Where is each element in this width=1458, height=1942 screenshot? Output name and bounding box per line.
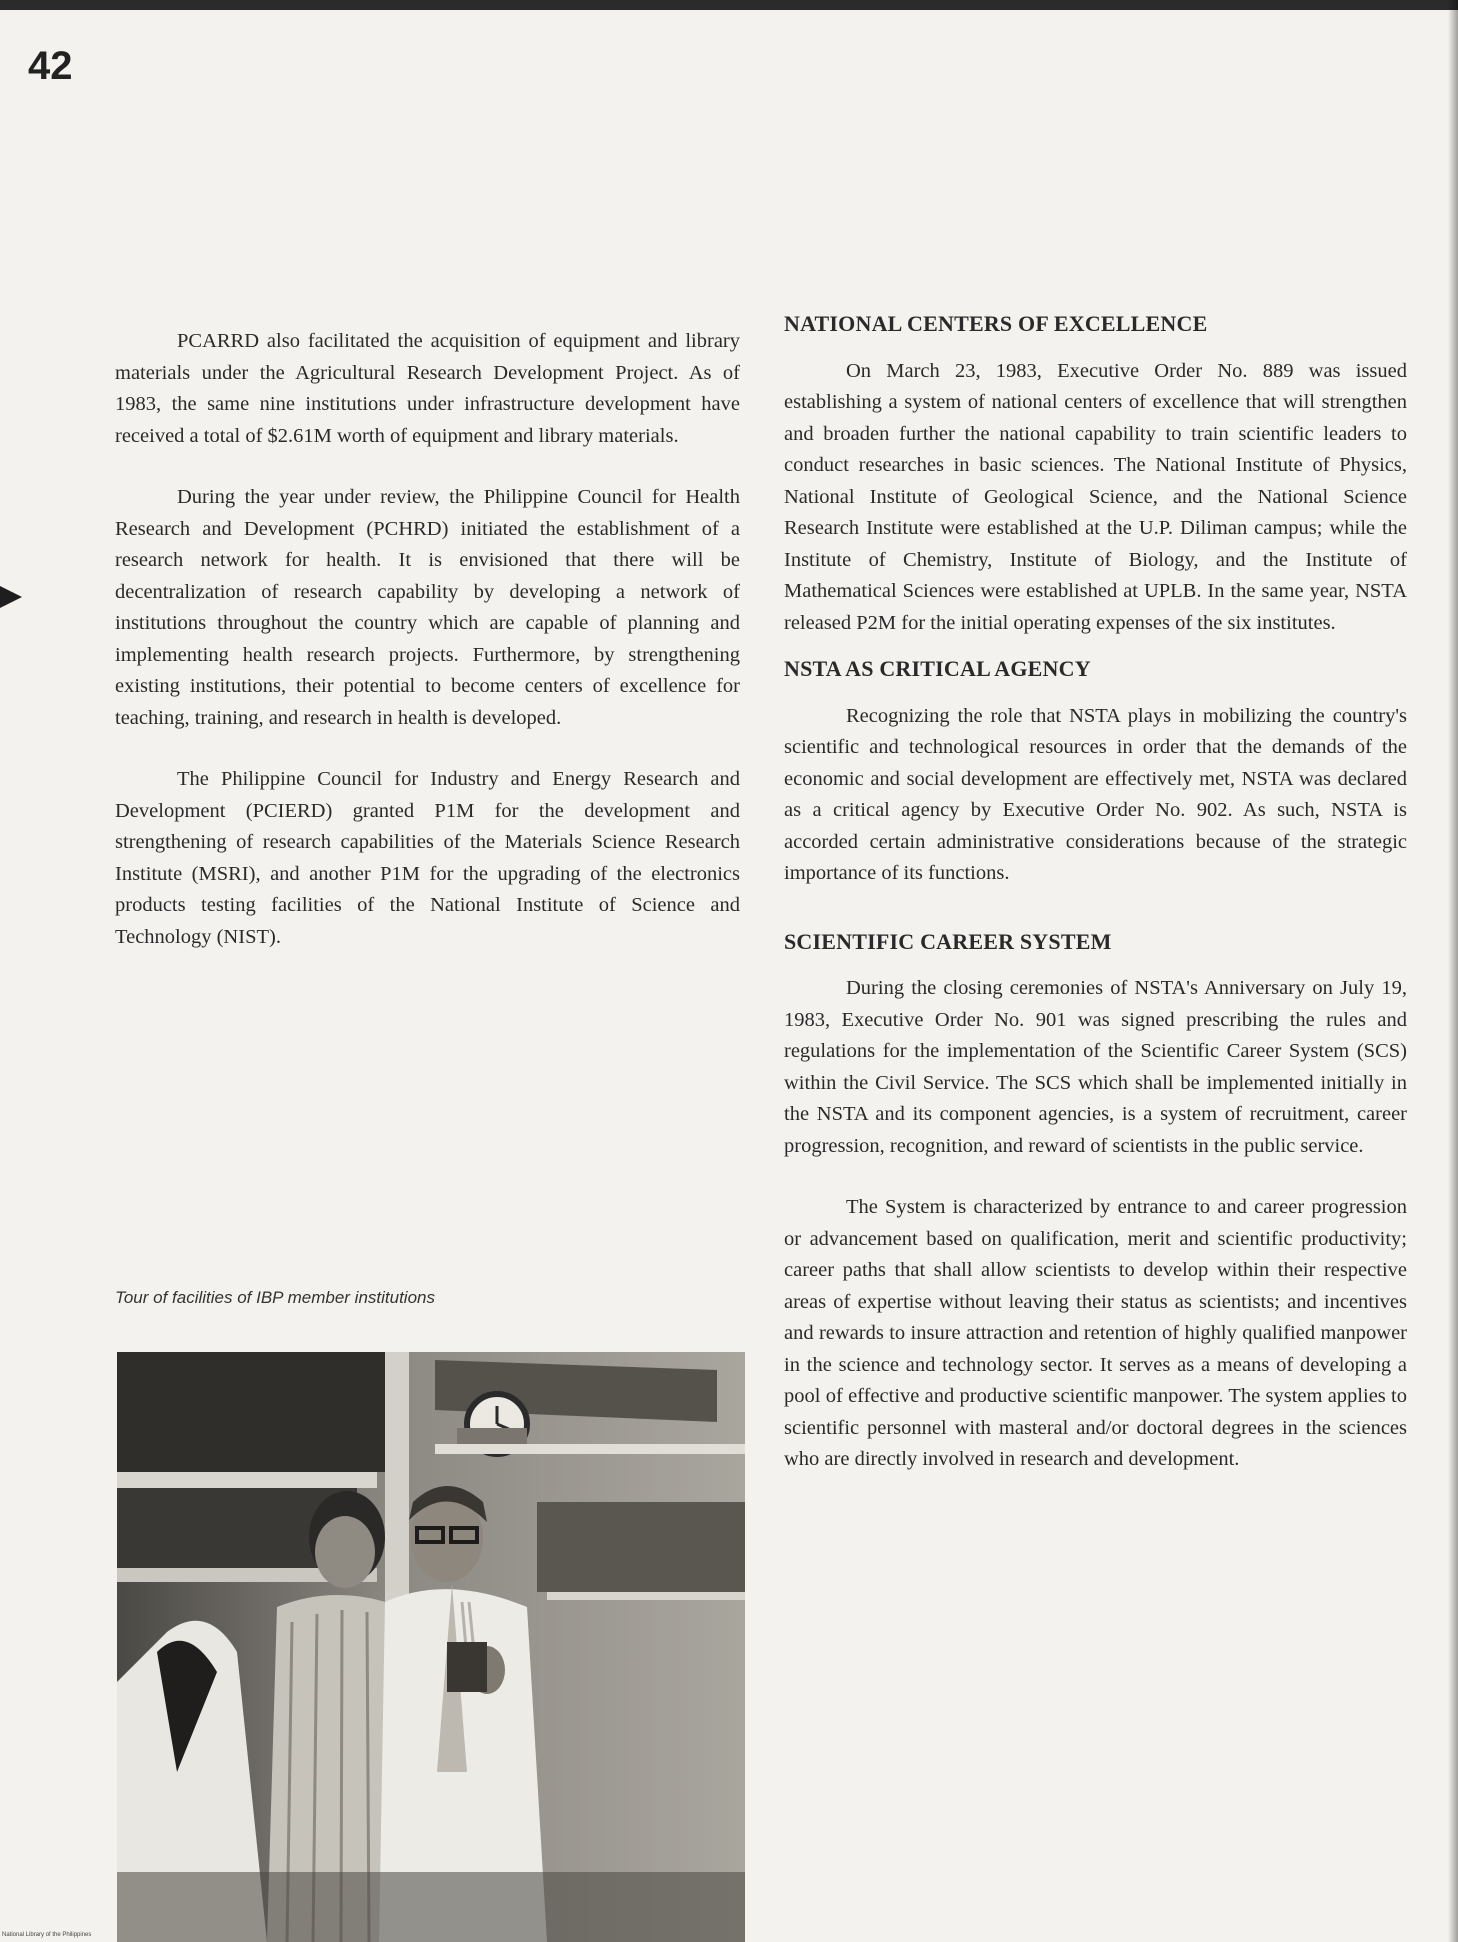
paragraph-career-system-2: The System is characterized by entrance to and career progression or advancement based on qualification, merit and scientific productivity; career paths that shall allow scientists to develop within their respective areas of expertise without leaving their status as scientists; and incentives and rewards to insure attraction and retention of highly qualified manpower in the science and technology sector. It serves as a means of developing a pool of effective and productive scientific manpower. The system applies to scientific personnel with masteral and/or doctoral degrees in the sciences who are directly involved in research and development. — [784, 1196, 1407, 1470]
page-number: 42 — [28, 44, 73, 88]
heading-critical-agency: NSTA AS CRITICAL AGENCY — [784, 656, 1091, 681]
page-edge-shadow — [1448, 0, 1458, 1942]
footer-credit: National Library of the Philippines — [2, 1932, 92, 1938]
paragraph-pcarrd: PCARRD also facilitated the acquisition of equipment and library materials under the Agricultural Research Development Project. As of 1983, the same nine institutions under infrastructure development have received a total of $2.61M worth of equipment and library materials. — [115, 330, 740, 447]
paragraph-pchrd: During the year under review, the Philippine Council for Health Research and Development (PCHRD) initiated the establishment of a research network for health. It is envisioned that there will be decentralization of research capability by developing a network of institutions throughout the country which are capable of planning and implementing health research projects. Furthermore, by strengthening existing institutions, their potential to become centers of excellence for teaching, training, and research in health is developed. — [115, 486, 740, 729]
heading-career-system: SCIENTIFIC CAREER SYSTEM — [784, 928, 1112, 954]
photo-caption: Tour of facilities of IBP member institutions — [115, 1288, 435, 1307]
paragraph-critical-agency: Recognizing the role that NSTA plays in mobilizing the country's scientific and technological resources in order that the demands of the economic and social development are effectively met, NSTA was declared as a critical agency by Executive Order No. 902. As such, NSTA is accorded certain administrative considerations because of the strategic importance of its functions. — [784, 704, 1407, 884]
heading-national-centers: NATIONAL CENTERS OF EXCELLENCE — [784, 311, 1208, 336]
facility-tour-photo — [117, 1352, 745, 1942]
paragraph-pcierd: The Philippine Council for Industry and Energy Research and Development (PCIERD) granted P1M for the development and strengthening of research capabilities of the Materials Science Research Institute (MSRI), and another P1M for the upgrading of the electronics products testing facilities of the National Institute of Science and Technology (NIST). — [115, 768, 740, 948]
paragraph-career-system-1: During the closing ceremonies of NSTA's Anniversary on July 19, 1983, Executive Order No. 901 was signed prescribing the rules and regulations for the implementation of the Scientific Career System (SCS) within the Civil Service. The SCS which shall be implemented initially in the NSTA and its component agencies, is a system of recruitment, career progression, recognition, and reward of scientists in the public service. — [784, 977, 1407, 1157]
photo-illustration — [117, 1352, 745, 1942]
margin-arrow-icon — [0, 586, 22, 608]
top-edge-rule — [0, 0, 1458, 10]
paragraph-national-centers: On March 23, 1983, Executive Order No. 889 was issued establishing a system of national centers of excellence that will strengthen and broaden further the national capability to train scientific leaders to conduct researches in basic sciences. The National Institute of Physics, National Institute of Geological Science, and the National Science Research Institute were established at the U.P. Diliman campus; while the Institute of Chemistry, Institute of Biology, and the Institute of Mathematical Sciences were established at UPLB. In the same year, NSTA released P2M for the initial operating expenses of the six institutes. — [784, 359, 1407, 634]
right-text-column — [784, 308, 1407, 1476]
left-text-column — [115, 326, 740, 953]
